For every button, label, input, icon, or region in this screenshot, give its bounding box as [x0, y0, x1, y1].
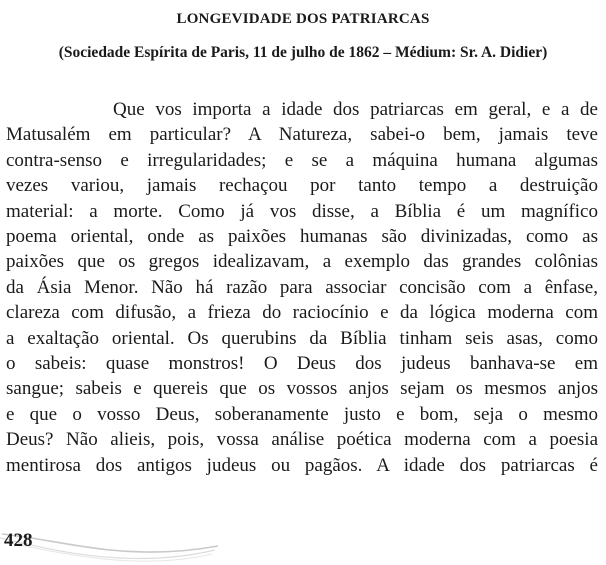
- chapter-title: LONGEVIDADE DOS PATRIARCAS: [176, 11, 430, 27]
- text-line: vezes variou, jamais rechaçou por tanto tempo a destruição: [6, 175, 598, 197]
- text-line: a exaltação oriental. Os querubins da Bíblia tinham seis asas, como: [6, 327, 598, 349]
- body-paragraph: [6, 97, 598, 478]
- text-line: Matusalém em particular? A Natureza, sabei-o bem, jamais teve: [6, 124, 598, 146]
- text-line: Deus? Não alieis, pois, vossa análise poética moderna com a poesia: [6, 429, 598, 451]
- text-line: da Ásia Menor. Não há razão para associar concisão com a ênfase,: [6, 276, 598, 298]
- text-line: contra-senso e irregularidades; e se a máquina humana algumas: [6, 149, 598, 171]
- text-line: sangue; sabeis e quereis que os vossos anjos sejam os mesmos anjos: [6, 378, 598, 400]
- chapter-subtitle: (Sociedade Espírita de Paris, 11 de julho de 1862 – Médium: Sr. A. Didier): [58, 44, 548, 61]
- text-line: paixões que os gregos idealizavam, a exemplo das grandes colônias: [6, 251, 598, 273]
- text-line: Que vos importa a idade dos patriarcas em geral, e a de: [113, 99, 598, 120]
- text-line: poema oriental, onde as paixões humanas são divinizadas, como as: [6, 226, 598, 248]
- text-line: clareza com difusão, a frieza do raciocínio e da lógica moderna com: [6, 302, 598, 324]
- text-line: material: a morte. Como já vos disse, a Bíblia é um magnífico: [6, 200, 598, 222]
- decorative-swoosh: [0, 516, 220, 565]
- text-line: mentirosa dos antigos judeus ou pagãos. A idade dos patriarcas é: [6, 454, 598, 476]
- text-line: e que o vosso Deus, soberanamente justo e bom, seja o mesmo: [6, 403, 598, 425]
- text-line: o sabeis: quase monstros! O Deus dos judeus banhava-se em: [6, 353, 598, 375]
- page-number: 428: [4, 530, 33, 551]
